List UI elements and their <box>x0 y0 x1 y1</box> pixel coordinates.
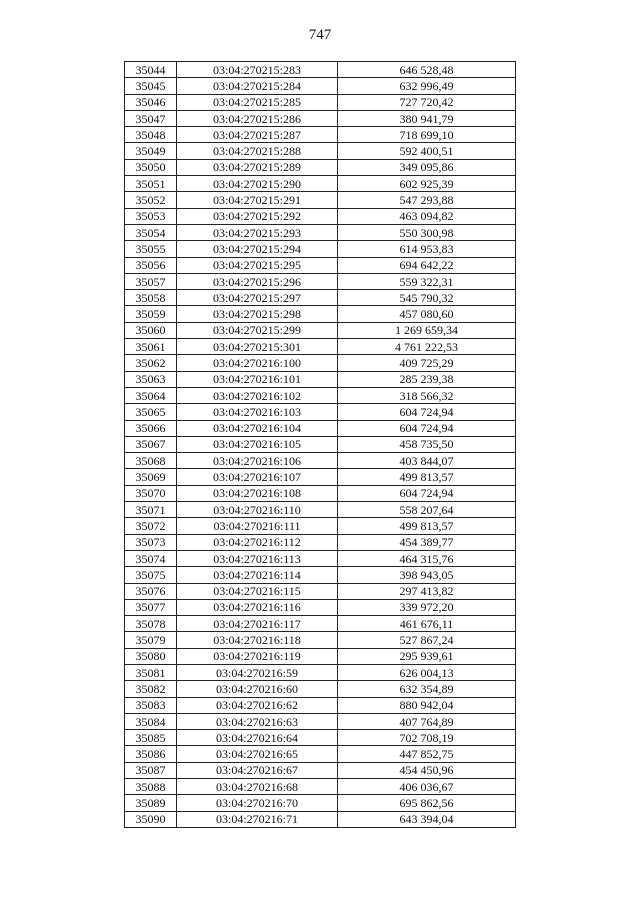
value-cell: 632 996,49 <box>338 78 516 94</box>
row-number-cell: 35080 <box>125 648 177 664</box>
row-number-cell: 35064 <box>125 387 177 403</box>
cadastral-number-cell: 03:04:270216:111 <box>177 518 338 534</box>
row-number-cell: 35061 <box>125 339 177 355</box>
value-cell: 499 813,57 <box>338 469 516 485</box>
cadastral-number-cell: 03:04:270215:301 <box>177 339 338 355</box>
table-row <box>125 127 516 143</box>
cadastral-number-cell: 03:04:270216:105 <box>177 436 338 452</box>
row-number-cell: 35063 <box>125 371 177 387</box>
value-cell: 4 761 222,53 <box>338 339 516 355</box>
row-number-cell: 35051 <box>125 176 177 192</box>
cadastral-number-cell: 03:04:270216:71 <box>177 811 338 827</box>
cadastral-number-cell: 03:04:270215:298 <box>177 306 338 322</box>
cadastral-number-cell: 03:04:270216:114 <box>177 567 338 583</box>
cadastral-number-cell: 03:04:270216:106 <box>177 453 338 469</box>
cadastral-number-cell: 03:04:270216:117 <box>177 616 338 632</box>
table-row <box>125 453 516 469</box>
value-cell: 457 080,60 <box>338 306 516 322</box>
row-number-cell: 35073 <box>125 534 177 550</box>
table-row <box>125 762 516 778</box>
value-cell: 702 708,19 <box>338 730 516 746</box>
cadastral-number-cell: 03:04:270216:103 <box>177 404 338 420</box>
value-cell: 407 764,89 <box>338 713 516 729</box>
table-row <box>125 664 516 680</box>
row-number-cell: 35057 <box>125 273 177 289</box>
value-cell: 545 790,32 <box>338 290 516 306</box>
cadastral-number-cell: 03:04:270216:118 <box>177 632 338 648</box>
value-cell: 643 394,04 <box>338 811 516 827</box>
row-number-cell: 35065 <box>125 404 177 420</box>
table-row <box>125 795 516 811</box>
value-cell: 1 269 659,34 <box>338 322 516 338</box>
table-row <box>125 420 516 436</box>
cadastral-number-cell: 03:04:270216:64 <box>177 730 338 746</box>
value-cell: 718 699,10 <box>338 127 516 143</box>
row-number-cell: 35074 <box>125 550 177 566</box>
value-cell: 602 925,39 <box>338 176 516 192</box>
table-row <box>125 224 516 240</box>
table-row <box>125 192 516 208</box>
cadastral-number-cell: 03:04:270216:63 <box>177 713 338 729</box>
value-cell: 409 725,29 <box>338 355 516 371</box>
cadastral-number-cell: 03:04:270216:100 <box>177 355 338 371</box>
cadastral-number-cell: 03:04:270216:107 <box>177 469 338 485</box>
row-number-cell: 35072 <box>125 518 177 534</box>
table-row <box>125 713 516 729</box>
value-cell: 463 094,82 <box>338 208 516 224</box>
value-cell: 339 972,20 <box>338 599 516 615</box>
table-row <box>125 208 516 224</box>
table-row <box>125 730 516 746</box>
row-number-cell: 35068 <box>125 453 177 469</box>
cadastral-number-cell: 03:04:270216:116 <box>177 599 338 615</box>
table-row <box>125 78 516 94</box>
table-row <box>125 811 516 827</box>
table-row <box>125 534 516 550</box>
row-number-cell: 35049 <box>125 143 177 159</box>
cadastral-number-cell: 03:04:270216:102 <box>177 387 338 403</box>
cadastral-number-cell: 03:04:270215:296 <box>177 273 338 289</box>
cadastral-number-cell: 03:04:270216:67 <box>177 762 338 778</box>
registry-table-body <box>125 62 516 828</box>
cadastral-number-cell: 03:04:270216:115 <box>177 583 338 599</box>
cadastral-number-cell: 03:04:270216:104 <box>177 420 338 436</box>
cadastral-number-cell: 03:04:270216:108 <box>177 485 338 501</box>
row-number-cell: 35060 <box>125 322 177 338</box>
table-row <box>125 371 516 387</box>
row-number-cell: 35076 <box>125 583 177 599</box>
row-number-cell: 35083 <box>125 697 177 713</box>
table-row <box>125 550 516 566</box>
row-number-cell: 35067 <box>125 436 177 452</box>
registry-table <box>124 61 516 828</box>
table-row <box>125 502 516 518</box>
value-cell: 406 036,67 <box>338 779 516 795</box>
table-row <box>125 404 516 420</box>
cadastral-number-cell: 03:04:270215:284 <box>177 78 338 94</box>
row-number-cell: 35078 <box>125 616 177 632</box>
value-cell: 626 004,13 <box>338 664 516 680</box>
table-row <box>125 257 516 273</box>
value-cell: 349 095,86 <box>338 159 516 175</box>
value-cell: 398 943,05 <box>338 567 516 583</box>
row-number-cell: 35056 <box>125 257 177 273</box>
cadastral-number-cell: 03:04:270216:60 <box>177 681 338 697</box>
value-cell: 632 354,89 <box>338 681 516 697</box>
value-cell: 380 941,79 <box>338 110 516 126</box>
cadastral-number-cell: 03:04:270215:288 <box>177 143 338 159</box>
cadastral-number-cell: 03:04:270215:291 <box>177 192 338 208</box>
row-number-cell: 35070 <box>125 485 177 501</box>
value-cell: 464 315,76 <box>338 550 516 566</box>
value-cell: 604 724,94 <box>338 420 516 436</box>
row-number-cell: 35082 <box>125 681 177 697</box>
value-cell: 318 566,32 <box>338 387 516 403</box>
value-cell: 403 844,07 <box>338 453 516 469</box>
table-row <box>125 110 516 126</box>
row-number-cell: 35062 <box>125 355 177 371</box>
cadastral-number-cell: 03:04:270215:287 <box>177 127 338 143</box>
table-row <box>125 290 516 306</box>
value-cell: 727 720,42 <box>338 94 516 110</box>
cadastral-number-cell: 03:04:270215:285 <box>177 94 338 110</box>
cadastral-number-cell: 03:04:270216:113 <box>177 550 338 566</box>
table-row <box>125 62 516 78</box>
cadastral-number-cell: 03:04:270215:297 <box>177 290 338 306</box>
table-row <box>125 648 516 664</box>
cadastral-number-cell: 03:04:270216:65 <box>177 746 338 762</box>
row-number-cell: 35052 <box>125 192 177 208</box>
value-cell: 547 293,88 <box>338 192 516 208</box>
cadastral-number-cell: 03:04:270216:110 <box>177 502 338 518</box>
cadastral-number-cell: 03:04:270215:290 <box>177 176 338 192</box>
value-cell: 592 400,51 <box>338 143 516 159</box>
cadastral-number-cell: 03:04:270216:59 <box>177 664 338 680</box>
table-row <box>125 632 516 648</box>
value-cell: 285 239,38 <box>338 371 516 387</box>
value-cell: 447 852,75 <box>338 746 516 762</box>
value-cell: 295 939,61 <box>338 648 516 664</box>
table-row <box>125 485 516 501</box>
row-number-cell: 35044 <box>125 62 177 78</box>
row-number-cell: 35088 <box>125 779 177 795</box>
cadastral-number-cell: 03:04:270215:299 <box>177 322 338 338</box>
value-cell: 454 389,77 <box>338 534 516 550</box>
table-row <box>125 159 516 175</box>
row-number-cell: 35046 <box>125 94 177 110</box>
table-row <box>125 681 516 697</box>
cadastral-number-cell: 03:04:270215:292 <box>177 208 338 224</box>
value-cell: 527 867,24 <box>338 632 516 648</box>
cadastral-number-cell: 03:04:270215:295 <box>177 257 338 273</box>
table-row <box>125 241 516 257</box>
row-number-cell: 35075 <box>125 567 177 583</box>
value-cell: 558 207,64 <box>338 502 516 518</box>
row-number-cell: 35045 <box>125 78 177 94</box>
table-row <box>125 94 516 110</box>
table-row <box>125 387 516 403</box>
cadastral-number-cell: 03:04:270216:70 <box>177 795 338 811</box>
cadastral-number-cell: 03:04:270216:101 <box>177 371 338 387</box>
value-cell: 559 322,31 <box>338 273 516 289</box>
value-cell: 458 735,50 <box>338 436 516 452</box>
page-number: 747 <box>308 27 332 43</box>
row-number-cell: 35086 <box>125 746 177 762</box>
row-number-cell: 35055 <box>125 241 177 257</box>
row-number-cell: 35050 <box>125 159 177 175</box>
value-cell: 614 953,83 <box>338 241 516 257</box>
row-number-cell: 35084 <box>125 713 177 729</box>
table-row <box>125 469 516 485</box>
row-number-cell: 35077 <box>125 599 177 615</box>
row-number-cell: 35058 <box>125 290 177 306</box>
row-number-cell: 35090 <box>125 811 177 827</box>
cadastral-number-cell: 03:04:270216:68 <box>177 779 338 795</box>
row-number-cell: 35047 <box>125 110 177 126</box>
table-row <box>125 746 516 762</box>
row-number-cell: 35053 <box>125 208 177 224</box>
table-row <box>125 339 516 355</box>
table-row <box>125 273 516 289</box>
value-cell: 550 300,98 <box>338 224 516 240</box>
value-cell: 297 413,82 <box>338 583 516 599</box>
cadastral-number-cell: 03:04:270215:294 <box>177 241 338 257</box>
value-cell: 694 642,22 <box>338 257 516 273</box>
row-number-cell: 35048 <box>125 127 177 143</box>
cadastral-number-cell: 03:04:270216:119 <box>177 648 338 664</box>
table-row <box>125 355 516 371</box>
value-cell: 454 450,96 <box>338 762 516 778</box>
cadastral-number-cell: 03:04:270216:62 <box>177 697 338 713</box>
value-cell: 604 724,94 <box>338 404 516 420</box>
table-row <box>125 306 516 322</box>
value-cell: 461 676,11 <box>338 616 516 632</box>
row-number-cell: 35081 <box>125 664 177 680</box>
table-row <box>125 143 516 159</box>
table-row <box>125 599 516 615</box>
cadastral-number-cell: 03:04:270216:112 <box>177 534 338 550</box>
table-row <box>125 697 516 713</box>
row-number-cell: 35059 <box>125 306 177 322</box>
cadastral-number-cell: 03:04:270215:283 <box>177 62 338 78</box>
row-number-cell: 35071 <box>125 502 177 518</box>
row-number-cell: 35054 <box>125 224 177 240</box>
cadastral-number-cell: 03:04:270215:289 <box>177 159 338 175</box>
table-row <box>125 616 516 632</box>
cadastral-number-cell: 03:04:270215:286 <box>177 110 338 126</box>
table-row <box>125 176 516 192</box>
table-row <box>125 583 516 599</box>
value-cell: 695 862,56 <box>338 795 516 811</box>
value-cell: 499 813,57 <box>338 518 516 534</box>
table-row <box>125 567 516 583</box>
table-row <box>125 436 516 452</box>
value-cell: 646 528,48 <box>338 62 516 78</box>
row-number-cell: 35089 <box>125 795 177 811</box>
value-cell: 604 724,94 <box>338 485 516 501</box>
row-number-cell: 35066 <box>125 420 177 436</box>
row-number-cell: 35079 <box>125 632 177 648</box>
table-row <box>125 779 516 795</box>
cadastral-number-cell: 03:04:270215:293 <box>177 224 338 240</box>
row-number-cell: 35087 <box>125 762 177 778</box>
table-row <box>125 322 516 338</box>
row-number-cell: 35069 <box>125 469 177 485</box>
table-row <box>125 518 516 534</box>
row-number-cell: 35085 <box>125 730 177 746</box>
value-cell: 880 942,04 <box>338 697 516 713</box>
